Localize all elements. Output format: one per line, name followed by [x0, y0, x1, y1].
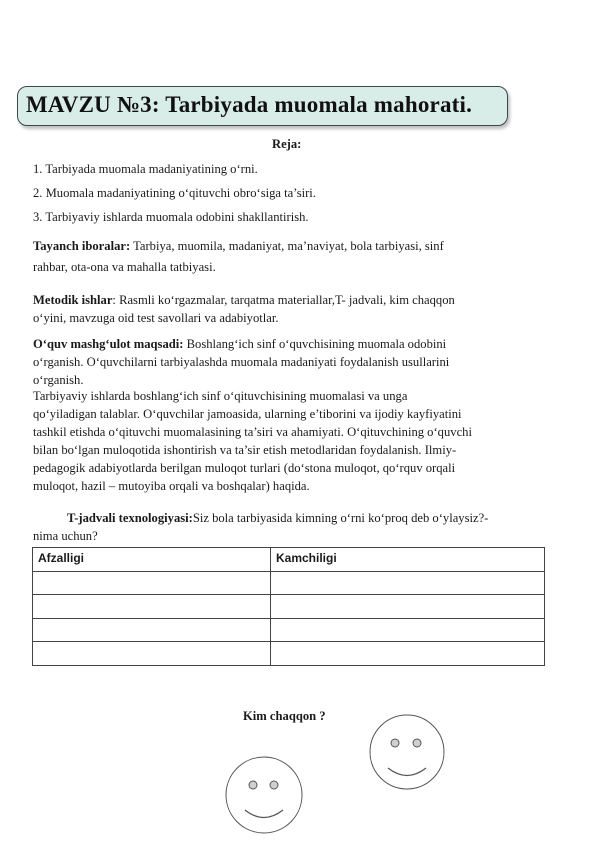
t-chart-question: Siz bola tarbiyasida kimning o‘rni ko‘proq deb o‘ylaysiz?- [192, 511, 489, 525]
plan-item: 1. Tarbiyada muomala madaniyatining o‘rni. [33, 162, 258, 176]
plan-heading: Reja: [272, 137, 302, 151]
page-title: MAVZU №3: Tarbiyada muomala mahorati. [26, 92, 473, 117]
game-heading: Kim chaqqon ? [243, 709, 326, 723]
body-line: tashkil etishda o‘qituvchi muomalasining ta’siri va ahamiyati. O‘qituvchining o‘quvchi [33, 425, 472, 439]
t-chart-question: nima uchun? [33, 529, 98, 543]
purpose-text: o‘rganish. O‘quvchilarni tarbiyalashda muomala madaniyati foydalanish usullarini [33, 355, 450, 369]
purpose-text: Boshlang‘ich sinf o‘quvchisining muomala odobini [183, 337, 447, 351]
body-line: qo‘yiladigan talablar. O‘quvchilar jamoasida, ularning e’tiborini va ijodiy kayfiyatini [33, 407, 462, 421]
purpose-text: o‘rganish. [33, 373, 84, 387]
keywords-text: Tarbiya, muomila, madaniyat, ma’naviyat, bola tarbiyasi, sinf [130, 239, 444, 253]
methods-text: o‘yini, mavzuga oid test savollari va adabiyotlar. [33, 311, 279, 325]
body-line: bilan bo‘lgan muloqotida ishontirish va ta’sir etish metodlaridan foydalanish. Ilmiy- [33, 443, 457, 457]
keywords-text: rahbar, ota-ona va mahalla tatbiyasi. [33, 260, 216, 274]
keywords-label: Tayanch iboralar: [33, 239, 131, 253]
methods-text: : Rasmli ko‘rgazmalar, tarqatma materiallar,T- jadvali, kim chaqqon [112, 293, 455, 307]
purpose-label: O‘quv mashg‘ulot maqsadi: [33, 337, 184, 351]
plan-item: 3. Tarbiyaviy ishlarda muomala odobini shakllantirish. [33, 210, 309, 224]
plan-item: 2. Muomala madaniyatining o‘qituvchi obro‘siga ta’siri. [33, 186, 316, 200]
smiley-face-icon [226, 757, 302, 833]
column-header-advantages: Afzalligi [33, 548, 271, 572]
smiley-face-icon [370, 715, 444, 789]
body-line: pedagogik adabiyotlarda berilgan muloqot turlari (do‘stona muloqot, qo‘rquv orqali [33, 461, 456, 475]
body-line: Tarbiyaviy ishlarda boshlang‘ich sinf o‘qituvchisining muomalasi va unga [33, 389, 408, 403]
t-chart-label: T-jadvali texnologiyasi: [67, 511, 193, 525]
body-line: muloqot, hazil – mutoyiba orqali va boshqalar) haqida. [33, 479, 310, 493]
methods-label: Metodik ishlar [33, 293, 113, 307]
column-header-disadvantages: Kamchiligi [271, 548, 545, 572]
